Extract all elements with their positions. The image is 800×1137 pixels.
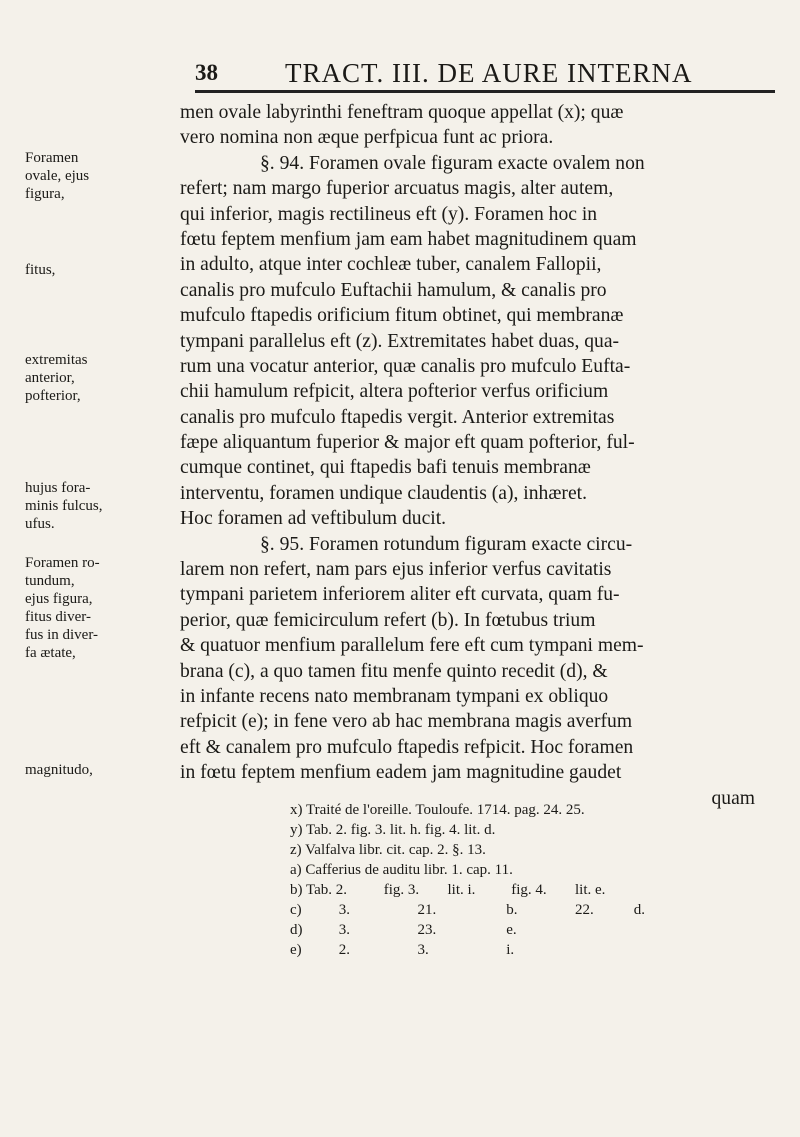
text-line: fæpe aliquantum fuperior & major eft quam pofterior, ful-	[180, 432, 635, 454]
margin-note: fitus diver-	[25, 609, 91, 625]
text-line: larem non refert, nam pars ejus inferior verfus cavitatis	[180, 559, 612, 581]
footnote-cell: b.	[506, 902, 518, 918]
text-line: interventu, foramen undique claudentis (a), inhæret.	[180, 482, 587, 504]
margin-note: ufus.	[25, 516, 55, 532]
text-line: perior, quæ femicirculum refert (b). In fœtubus trium	[180, 609, 596, 631]
text-line: tympani parallelus eft (z). Extremitates habet duas, qua-	[180, 330, 620, 352]
footnote-cell: 3.	[338, 902, 350, 918]
text-line: brana (c), a quo tamen fitu menfe quinto recedit (d), &	[180, 660, 608, 682]
text-line: canalis pro mufculo Euftachii hamulum, & canalis pro	[180, 279, 607, 301]
footnote-c	[290, 900, 760, 920]
footnote-cell: d.	[633, 902, 645, 918]
footnote-b	[290, 880, 760, 900]
footnote-cell: e)	[290, 942, 302, 958]
footnote-cell: lit. i.	[447, 882, 476, 898]
text-line: fœtu feptem menfium jam eam habet magnitudinem quam	[180, 228, 637, 250]
margin-note: Foramen ro-	[25, 555, 100, 571]
margin-note: tundum,	[25, 573, 75, 589]
text-line: & quatuor menfium parallelum fere eft cum tympani mem-	[180, 635, 644, 657]
text-line: eft & canalem pro mufculo ftapedis refpicit. Hoc foramen	[180, 736, 634, 758]
text-line: tympani parietem inferiorem aliter eft curvata, quam fu-	[180, 584, 620, 606]
text-line: men ovale labyrinthi feneftram quoque appellat (x); quæ	[180, 102, 624, 123]
text-line: mufculo ftapedis orificium fitum obtinet, qui membranæ	[180, 305, 624, 327]
page-header	[195, 58, 775, 93]
running-title: TRACT. III. DE AURE INTERNA	[285, 58, 693, 88]
margin-note: extremitas	[25, 352, 88, 368]
page-number: 38	[195, 60, 218, 85]
footnote-cell: c)	[290, 902, 302, 918]
footnote-y: y) Tab. 2. fig. 3. lit. h. fig. 4. lit. d.	[290, 822, 496, 838]
footnote-cell: 23.	[417, 922, 437, 938]
text-line: in adulto, atque inter cochleæ tuber, canalem Fallopii,	[180, 254, 602, 276]
catchword: quam	[711, 787, 755, 809]
margin-note: pofterior,	[25, 388, 81, 404]
footnote-cell: 3.	[417, 942, 429, 958]
footnote-cell: b) Tab. 2.	[290, 882, 347, 898]
footnote-cell: 3.	[338, 922, 350, 938]
footnote-cell: 2.	[338, 942, 350, 958]
text-line: refpicit (e); in fene vero ab hac membrana magis averfum	[180, 711, 633, 733]
text-line: canalis pro mufculo ftapedis vergit. Anterior extremitas	[180, 406, 615, 428]
text-line: vero nomina non æque perfpicua funt ac priora.	[180, 127, 554, 149]
text-line: rum una vocatur anterior, quæ canalis pro mufculo Eufta-	[180, 355, 631, 377]
footnote-cell: 22.	[575, 902, 594, 918]
margin-note: minis fulcus,	[25, 498, 103, 514]
margin-note: figura,	[25, 186, 65, 202]
footnote-cell: e.	[506, 922, 517, 938]
text-line: in fœtu feptem menfium eadem jam magnitudine gaudet	[180, 762, 622, 784]
margin-note: anterior,	[25, 370, 75, 386]
footnote-cell: 21.	[417, 902, 437, 918]
paragraph-94-start: §. 94. Foramen ovale figuram exacte ovalem non	[260, 152, 645, 174]
footnote-cell: i.	[506, 942, 515, 958]
footnote-e	[290, 940, 760, 960]
margin-note: ovale, ejus	[25, 168, 90, 184]
footnote-z: z) Valfalva libr. cit. cap. 2. §. 13.	[290, 842, 486, 858]
margin-note: Foramen	[25, 150, 79, 166]
footnotes	[290, 800, 760, 960]
footnote-cell: d)	[290, 922, 303, 938]
margin-note: hujus fora-	[25, 480, 91, 496]
text-line: qui inferior, magis rectilineus eft (y). Foramen hoc in	[180, 203, 598, 225]
text-line: cumque continet, qui ftapedis bafi tenuis membranæ	[180, 457, 591, 479]
text-line: chii hamulum refpicit, altera pofterior verfus orificium	[180, 381, 609, 403]
footnote-cell: lit. e.	[575, 882, 606, 898]
margin-note: fitus,	[25, 262, 56, 278]
margin-note: magnitudo,	[25, 762, 93, 778]
margin-note: fus in diver-	[25, 627, 99, 643]
margin-note: ejus figura,	[25, 591, 93, 607]
footnote-cell: fig. 3.	[383, 882, 420, 898]
margin-note: fa ætate,	[25, 645, 76, 661]
paragraph-95-start: §. 95. Foramen rotundum figuram exacte circu-	[260, 533, 633, 555]
text-line: Hoc foramen ad veftibulum ducit.	[180, 508, 447, 530]
body-text	[180, 100, 780, 811]
footnote-a: a) Cafferius de auditu libr. 1. cap. 11.	[290, 862, 513, 878]
text-line: in infante recens nato membranam tympani ex obliquo	[180, 685, 609, 707]
text-line: refert; nam margo fuperior arcuatus magis, alter autem,	[180, 178, 614, 200]
footnote-cell: fig. 4.	[511, 882, 547, 898]
footnote-x: x) Traité de l'oreille. Touloufe. 1714. pag. 24. 25.	[290, 802, 585, 818]
footnote-d	[290, 920, 760, 940]
